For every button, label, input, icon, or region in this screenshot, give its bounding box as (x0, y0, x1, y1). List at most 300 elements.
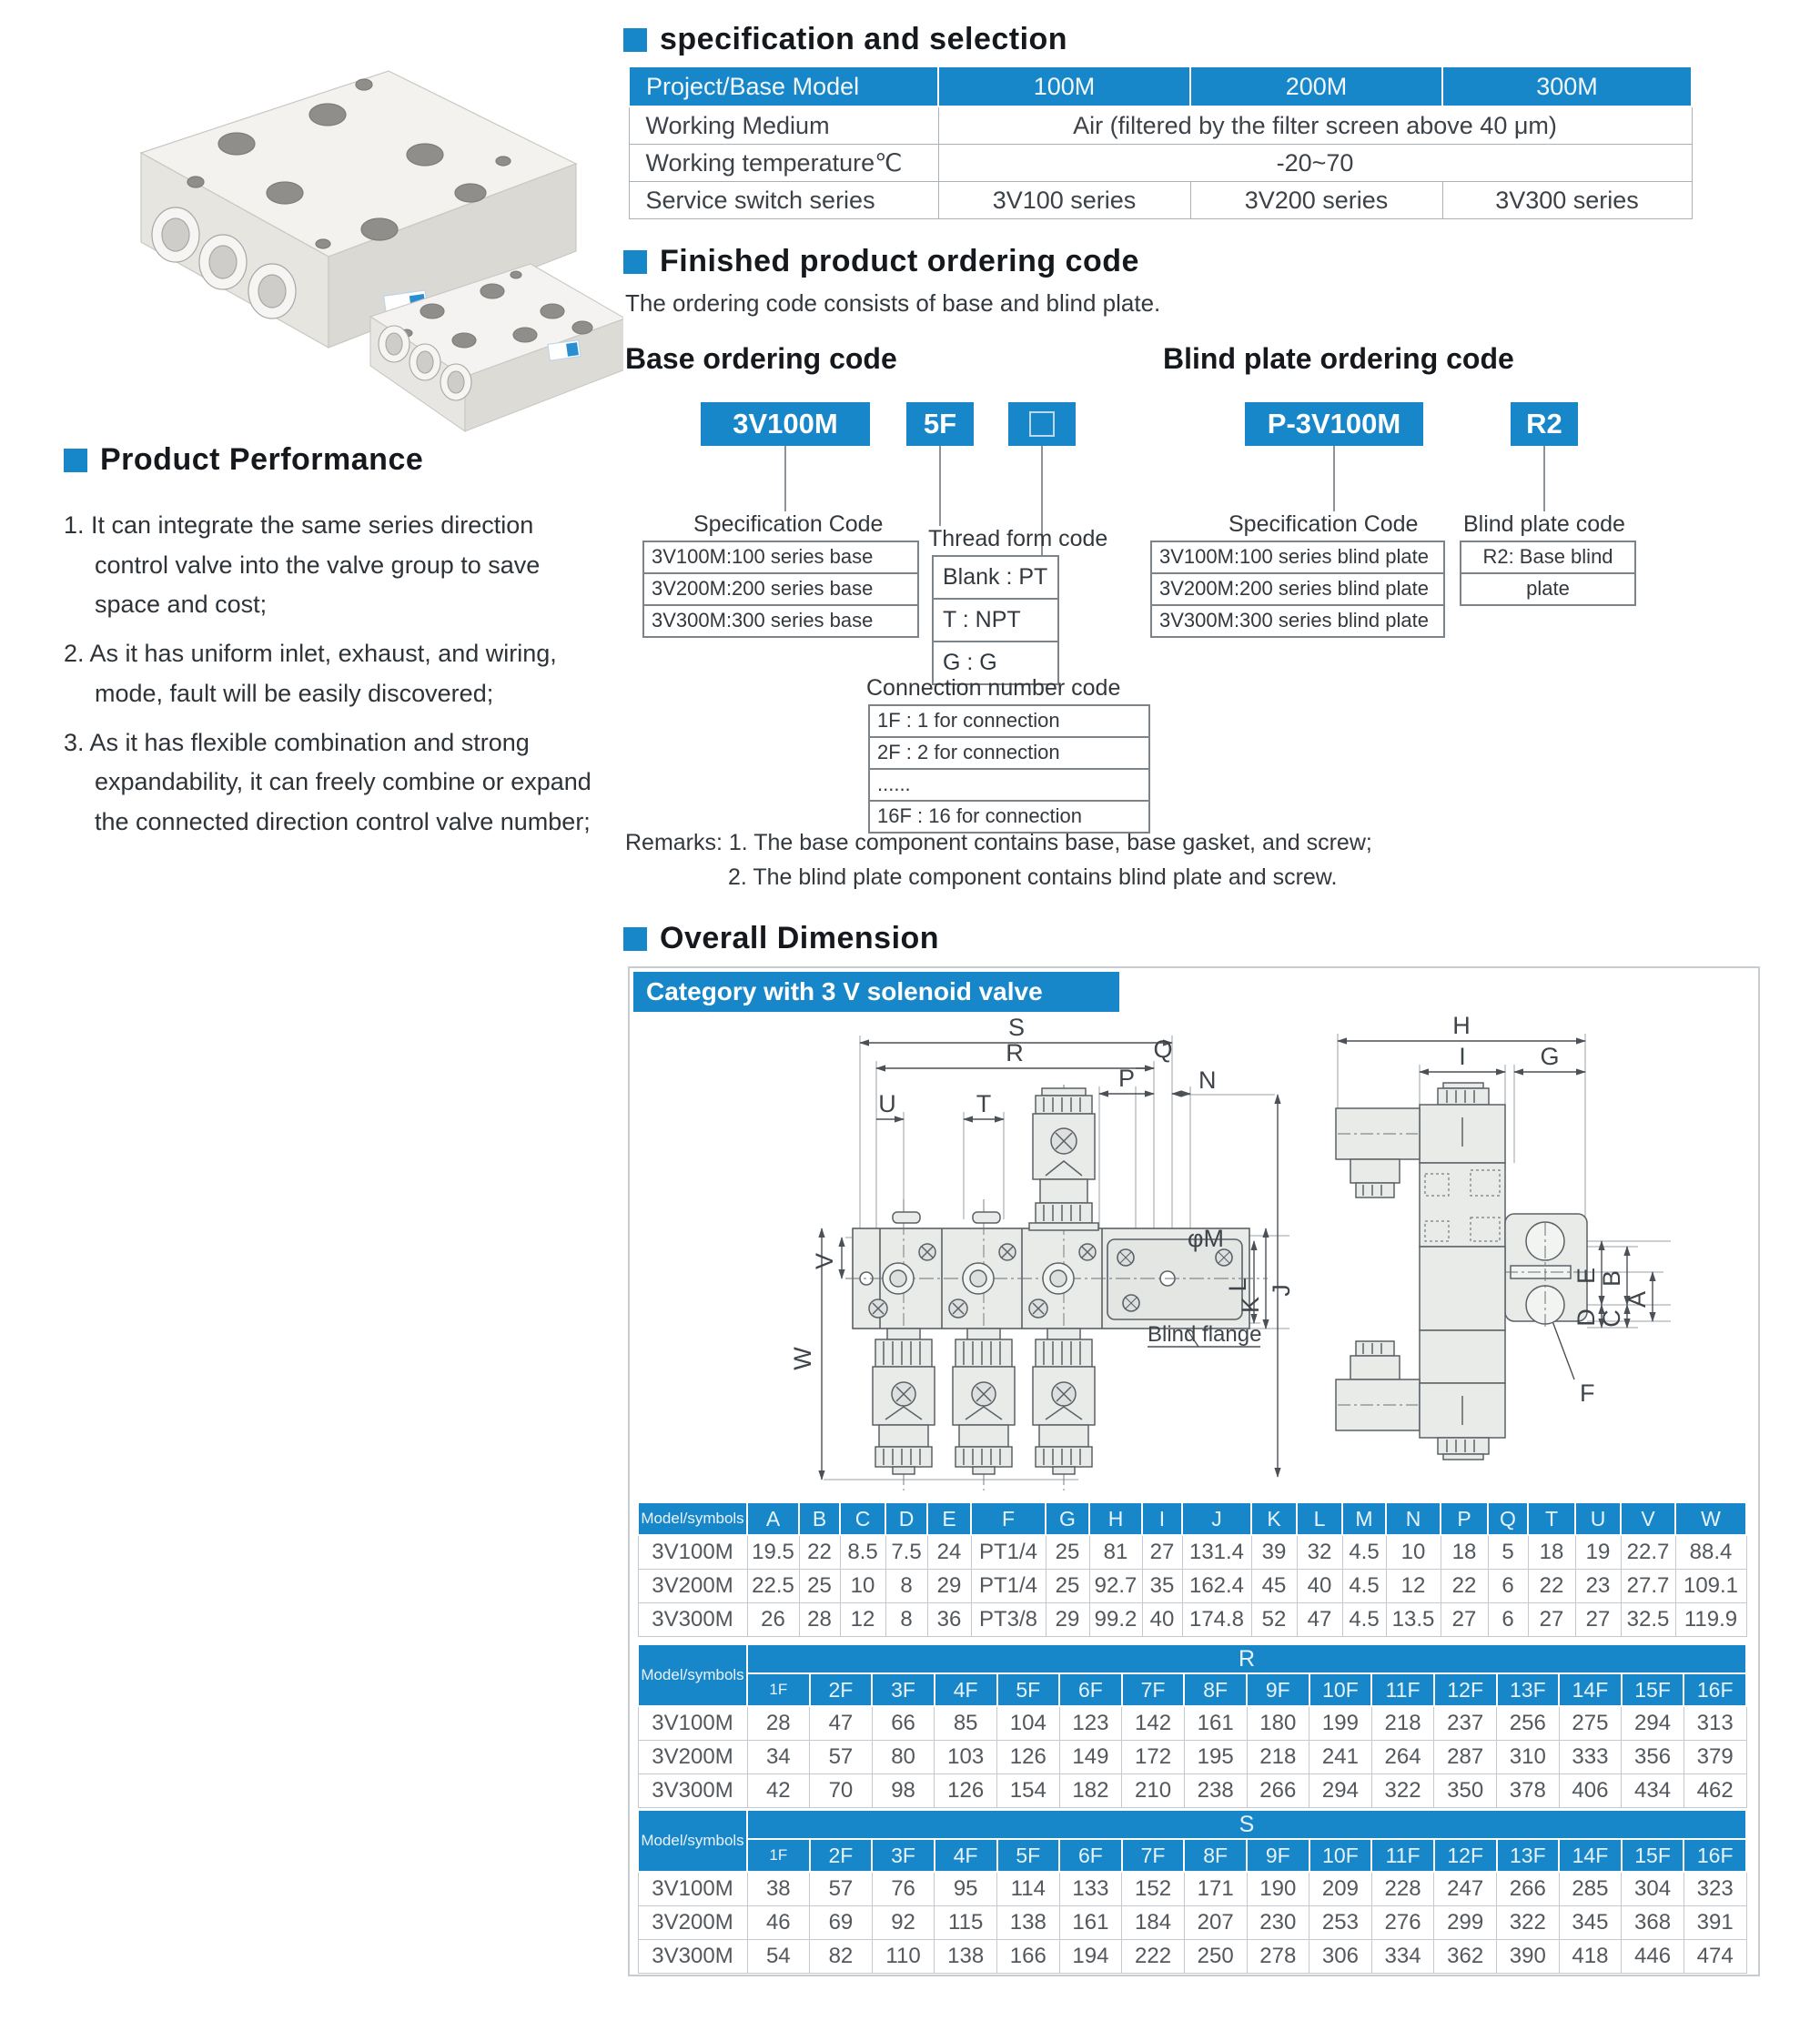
header-row (638, 1644, 1746, 1673)
table-cell: 171 (1184, 1872, 1247, 1906)
table-cell: 27.7 (1621, 1570, 1675, 1603)
table-cell: 22 (799, 1535, 840, 1570)
table-cell: 133 (1059, 1872, 1122, 1906)
r-dimension-table (637, 1643, 1747, 1808)
table-cell: 161 (1184, 1706, 1247, 1741)
table-row (638, 1535, 1746, 1570)
performance-item: 1. It can integrate the same series direction control valve into the valve group to save space and cost; (64, 511, 541, 619)
column-header: 5F (997, 1673, 1060, 1706)
table-cell: 241 (1309, 1741, 1372, 1774)
column-header: 1F (747, 1673, 810, 1706)
connection-code-box: 5F (906, 402, 974, 446)
table-cell: 209 (1309, 1872, 1372, 1906)
table-cell: 350 (1434, 1774, 1497, 1808)
table-cell: 154 (997, 1774, 1060, 1808)
blind-code-table (1460, 541, 1636, 606)
dim-label-t: T (976, 1090, 992, 1117)
table-row (638, 1774, 1746, 1808)
column-header: 4F (935, 1673, 997, 1706)
table-cell: 104 (997, 1706, 1060, 1741)
table-cell: 40 (1142, 1603, 1182, 1637)
table-cell: 22.7 (1621, 1535, 1675, 1570)
table-cell: 70 (810, 1774, 873, 1808)
r-table-wrap (637, 1643, 1747, 1808)
table-cell: 98 (872, 1774, 935, 1808)
dim-label-g: G (1540, 1043, 1560, 1070)
table-cell: 362 (1434, 1940, 1497, 1974)
table-cell: 299 (1434, 1906, 1497, 1940)
table-cell: 294 (1309, 1774, 1372, 1808)
column-header: 5F (997, 1839, 1060, 1872)
column-header: J (1182, 1502, 1251, 1535)
ordering-subtitle: The ordering code consists of base and blind plate. (625, 289, 1161, 317)
table-cell: 123 (1059, 1706, 1122, 1741)
table-cell: 126 (997, 1741, 1060, 1774)
table-cell: 275 (1559, 1706, 1622, 1741)
table-cell: 250 (1184, 1940, 1247, 1974)
placeholder-square (1029, 411, 1055, 437)
table-cell: 10 (840, 1570, 885, 1603)
table-cell: 7.5 (885, 1535, 927, 1570)
base-ordering-heading: Base ordering code (625, 342, 897, 375)
table-cell: 313 (1684, 1706, 1746, 1741)
table-cell: 264 (1371, 1741, 1434, 1774)
column-header: 7F (1122, 1839, 1185, 1872)
table-row (629, 66, 1692, 106)
column-header: 100M (938, 66, 1190, 106)
corner-header: Model/symbols (638, 1810, 747, 1872)
table-cell: 25 (799, 1570, 840, 1603)
table-cell: 42 (747, 1774, 810, 1808)
dim-label-r: R (1006, 1039, 1024, 1066)
base-spec-row: 3V100M:100 series base (644, 542, 917, 574)
connection-number-row: 16F : 16 for connection (877, 804, 1083, 827)
table-cell: 287 (1434, 1741, 1497, 1774)
table-cell: 149 (1059, 1741, 1122, 1774)
table-cell: 22 (1441, 1570, 1488, 1603)
table-cell: 28 (799, 1603, 840, 1637)
spec-section-header (623, 22, 1067, 57)
table-cell: 184 (1122, 1906, 1185, 1940)
dim-label-k: K (1237, 1296, 1264, 1314)
table-cell: Air (filtered by the filter screen above 40 μm) (938, 106, 1692, 145)
blind-spec-row: 3V200M:200 series blind plate (1152, 574, 1443, 606)
table-cell: 334 (1371, 1940, 1434, 1974)
column-header: K (1251, 1502, 1297, 1535)
table-cell: 247 (1434, 1872, 1497, 1906)
table-cell: 180 (1247, 1706, 1309, 1741)
dim-label-n: N (1198, 1066, 1217, 1094)
table-cell: 172 (1122, 1741, 1185, 1774)
dim-label-v: V (811, 1252, 838, 1270)
dim-label-w: W (789, 1347, 816, 1370)
column-header: N (1386, 1502, 1441, 1535)
base-spec-title: Specification Code (693, 511, 884, 537)
dimension-table (637, 1501, 1747, 1637)
table-cell: 27 (1142, 1535, 1182, 1570)
blind-plate-code-box: R2 (1511, 402, 1578, 446)
section-bullet-icon (623, 28, 647, 52)
table-cell: 8 (885, 1603, 927, 1637)
table-cell: 182 (1059, 1774, 1122, 1808)
table-cell: 81 (1089, 1535, 1142, 1570)
table-cell: 3V300 series (1442, 182, 1692, 219)
table-cell: 29 (927, 1570, 971, 1603)
table-cell: 45 (1251, 1570, 1297, 1603)
table-cell: 23 (1575, 1570, 1621, 1603)
thread-code-box (1008, 402, 1076, 446)
connector-line (1333, 446, 1335, 511)
dim-label-u: U (878, 1090, 896, 1117)
table-cell: 76 (872, 1872, 935, 1906)
ordering-section-header (623, 244, 1139, 279)
corner-header: Model/symbols (638, 1644, 747, 1706)
base-spec-row: 3V300M:300 series base (652, 609, 874, 632)
dim-label-s: S (1007, 1014, 1026, 1041)
table-cell: 66 (872, 1706, 935, 1741)
row-label: Service switch series (629, 182, 938, 219)
table-row (629, 106, 1692, 145)
table-cell: 138 (997, 1906, 1060, 1940)
column-header: 9F (1247, 1839, 1309, 1872)
thread-form-row: Blank : PT (934, 557, 1057, 600)
table-cell: 25 (1046, 1570, 1089, 1603)
table-cell: 161 (1059, 1906, 1122, 1940)
side-view-drawing (1281, 1008, 1718, 1500)
table-row (638, 1940, 1746, 1974)
table-cell: 82 (810, 1940, 873, 1974)
dim-label-d: D (1572, 1309, 1600, 1327)
table-cell: 32.5 (1621, 1603, 1675, 1637)
section-bullet-icon (623, 250, 647, 274)
dimension-table-wrap (637, 1501, 1747, 1637)
column-header: B (799, 1502, 840, 1535)
performance-list (64, 506, 597, 852)
section-bullet-icon (64, 449, 87, 472)
thread-form-row: T : NPT (934, 600, 1057, 642)
column-header: 15F (1622, 1673, 1684, 1706)
table-cell: 391 (1684, 1906, 1746, 1940)
table-row (638, 1906, 1746, 1940)
table-cell: 57 (810, 1741, 873, 1774)
table-cell: 378 (1497, 1774, 1560, 1808)
column-header: 13F (1497, 1673, 1560, 1706)
table-cell: -20~70 (938, 145, 1692, 182)
column-header: 14F (1559, 1673, 1622, 1706)
blind-spec-row: 3V300M:300 series blind plate (1159, 609, 1429, 632)
table-row (638, 1741, 1746, 1774)
table-cell: 27 (1441, 1603, 1488, 1637)
row-model: 3V100M (638, 1706, 747, 1741)
table-cell: 142 (1122, 1706, 1185, 1741)
thread-form-table (932, 555, 1059, 685)
column-header: 12F (1434, 1673, 1497, 1706)
table-cell: 27 (1575, 1603, 1621, 1637)
blind-flange-label: Blind flange (1148, 1322, 1262, 1347)
column-header: Model/symbols (638, 1502, 747, 1535)
table-cell: 276 (1371, 1906, 1434, 1940)
table-cell: 237 (1434, 1706, 1497, 1741)
column-header: 9F (1247, 1673, 1309, 1706)
row-model: 3V200M (638, 1906, 747, 1940)
spec-selection-table (628, 66, 1693, 219)
table-cell: 69 (810, 1906, 873, 1940)
performance-item: 2. As it has uniform inlet, exhaust, and wiring, mode, fault will be easily discovered; (64, 640, 557, 707)
header-row (638, 1839, 1746, 1872)
table-cell: 28 (747, 1706, 810, 1741)
table-cell: 39 (1251, 1535, 1297, 1570)
table-cell: 218 (1371, 1706, 1434, 1741)
table-cell: 266 (1497, 1872, 1560, 1906)
column-header: 13F (1497, 1839, 1560, 1872)
table-cell: 29 (1046, 1603, 1089, 1637)
table-row (638, 1706, 1746, 1741)
table-cell: 110 (872, 1940, 935, 1974)
connection-number-table (868, 704, 1150, 834)
column-header: 11F (1371, 1673, 1434, 1706)
column-header: 7F (1122, 1673, 1185, 1706)
column-header: V (1621, 1502, 1675, 1535)
column-header: 14F (1559, 1839, 1622, 1872)
s-table-wrap (637, 1809, 1747, 1974)
performance-section-header (64, 442, 423, 478)
table-cell: 12 (1386, 1570, 1441, 1603)
table-cell: 138 (935, 1940, 997, 1974)
table-cell: 218 (1247, 1741, 1309, 1774)
table-cell: 95 (935, 1872, 997, 1906)
table-cell: 22 (1528, 1570, 1575, 1603)
connection-number-row: 1F : 1 for connection (870, 706, 1148, 738)
blind-ordering-heading: Blind plate ordering code (1163, 342, 1514, 375)
table-cell: 194 (1059, 1940, 1122, 1974)
table-cell: 27 (1528, 1603, 1575, 1637)
group-header: R (747, 1644, 1746, 1673)
table-cell: 131.4 (1182, 1535, 1251, 1570)
table-cell: 174.8 (1182, 1603, 1251, 1637)
table-cell: 368 (1622, 1906, 1684, 1940)
column-header: W (1675, 1502, 1746, 1535)
row-model: 3V100M (638, 1872, 747, 1906)
table-cell: 114 (997, 1872, 1060, 1906)
table-row (638, 1603, 1746, 1637)
table-cell: 6 (1488, 1603, 1528, 1637)
dim-label-a: A (1623, 1290, 1651, 1309)
remarks-line1: Remarks: 1. The base component contains base, base gasket, and screw; (625, 830, 1372, 855)
blind-spec-row: 3V100M:100 series blind plate (1152, 542, 1443, 574)
table-cell: 24 (927, 1535, 971, 1570)
table-cell: 119.9 (1675, 1603, 1746, 1637)
table-cell: PT3/8 (971, 1603, 1046, 1637)
table-cell: 18 (1528, 1535, 1575, 1570)
table-cell: 333 (1559, 1741, 1622, 1774)
table-cell: 345 (1559, 1906, 1622, 1940)
table-cell: 434 (1622, 1774, 1684, 1808)
column-header: 8F (1184, 1673, 1247, 1706)
table-cell: 85 (935, 1706, 997, 1741)
table-cell: 5 (1488, 1535, 1528, 1570)
table-cell: 25 (1046, 1535, 1089, 1570)
table-cell: PT1/4 (971, 1535, 1046, 1570)
table-cell: 88.4 (1675, 1535, 1746, 1570)
connector-line (939, 446, 941, 526)
row-model: 3V300M (638, 1603, 747, 1637)
column-header: 10F (1309, 1839, 1372, 1872)
table-cell: 3V100 series (938, 182, 1190, 219)
dim-label-j: J (1268, 1284, 1295, 1297)
column-header: Q (1488, 1502, 1528, 1535)
table-cell: 310 (1497, 1741, 1560, 1774)
column-header: D (885, 1502, 927, 1535)
table-cell: 278 (1247, 1940, 1309, 1974)
blind-spec-title: Specification Code (1228, 511, 1419, 537)
column-header: 16F (1684, 1839, 1746, 1872)
table-cell: 266 (1247, 1774, 1309, 1808)
top-valve (1029, 1085, 1098, 1230)
table-cell: 199 (1309, 1706, 1372, 1741)
blind-code-title: Blind plate code (1463, 511, 1625, 537)
column-header: A (747, 1502, 799, 1535)
category-banner: Category with 3 V solenoid valve (633, 972, 1119, 1012)
section-title-text: specification and selection (660, 22, 1068, 56)
thread-form-title: Thread form code (928, 526, 1108, 551)
table-cell: PT1/4 (971, 1570, 1046, 1603)
table-cell: 99.2 (1089, 1603, 1142, 1637)
column-header: L (1297, 1502, 1342, 1535)
table-cell: 253 (1309, 1906, 1372, 1940)
table-row (629, 145, 1692, 182)
table-cell: 109.1 (1675, 1570, 1746, 1603)
table-cell: 40 (1297, 1570, 1342, 1603)
header-row (638, 1502, 1746, 1535)
table-cell: 8 (885, 1570, 927, 1603)
table-row (629, 182, 1692, 219)
table-cell: 230 (1247, 1906, 1309, 1940)
table-cell: 92.7 (1089, 1570, 1142, 1603)
table-cell: 103 (935, 1741, 997, 1774)
table-cell: 34 (747, 1741, 810, 1774)
row-label: Working Medium (629, 106, 938, 145)
dim-label-h: H (1452, 1012, 1471, 1039)
column-header: 8F (1184, 1839, 1247, 1872)
table-cell: 54 (747, 1940, 810, 1974)
column-header: 3F (872, 1673, 935, 1706)
dimension-section-header (623, 921, 939, 956)
column-header: T (1528, 1502, 1575, 1535)
column-header: 4F (935, 1839, 997, 1872)
base-spec-row: 3V200M:200 series base (644, 574, 917, 606)
table-cell: 13.5 (1386, 1603, 1441, 1637)
table-row (638, 1872, 1746, 1906)
table-cell: 12 (840, 1603, 885, 1637)
valve-side-body (1336, 1083, 1587, 1460)
table-cell: 47 (810, 1706, 873, 1741)
base-spec-table (642, 541, 919, 638)
table-cell: 92 (872, 1906, 935, 1940)
table-cell: 4.5 (1342, 1535, 1386, 1570)
table-cell: 52 (1251, 1603, 1297, 1637)
column-header: H (1089, 1502, 1142, 1535)
table-cell: 228 (1371, 1872, 1434, 1906)
table-row (638, 1570, 1746, 1603)
dim-label-e: E (1572, 1267, 1600, 1285)
table-cell: 379 (1684, 1741, 1746, 1774)
table-cell: 474 (1684, 1940, 1746, 1974)
column-header: 1F (747, 1839, 810, 1872)
table-cell: 22.5 (747, 1570, 799, 1603)
column-header: 15F (1622, 1839, 1684, 1872)
table-cell: 190 (1247, 1872, 1309, 1906)
table-cell: 418 (1559, 1940, 1622, 1974)
column-header: 2F (810, 1673, 873, 1706)
column-header: F (971, 1502, 1046, 1535)
row-label: Working temperature℃ (629, 145, 938, 182)
table-cell: 4.5 (1342, 1570, 1386, 1603)
table-cell: 46 (747, 1906, 810, 1940)
table-cell: 35 (1142, 1570, 1182, 1603)
dim-label-phim: φM (1188, 1225, 1224, 1252)
table-cell: 3V200 series (1190, 182, 1442, 219)
connection-number-title: Connection number code (866, 675, 1121, 701)
front-view-drawing (769, 1008, 1297, 1500)
table-cell: 38 (747, 1872, 810, 1906)
table-cell: 210 (1122, 1774, 1185, 1808)
section-bullet-icon (623, 927, 647, 951)
table-cell: 207 (1184, 1906, 1247, 1940)
table-cell: 8.5 (840, 1535, 885, 1570)
column-header: 10F (1309, 1673, 1372, 1706)
table-cell: 26 (747, 1603, 799, 1637)
column-header: 11F (1371, 1839, 1434, 1872)
table-cell: 18 (1441, 1535, 1488, 1570)
table-cell: 166 (997, 1940, 1060, 1974)
table-cell: 446 (1622, 1940, 1684, 1974)
table-cell: 195 (1184, 1741, 1247, 1774)
column-header: U (1575, 1502, 1621, 1535)
section-title-text: Finished product ordering code (660, 244, 1139, 278)
table-cell: 4.5 (1342, 1603, 1386, 1637)
row-model: 3V100M (638, 1535, 747, 1570)
product-photos (50, 27, 623, 437)
section-title-text: Product Performance (100, 442, 424, 477)
dim-label-i: I (1459, 1043, 1466, 1070)
table-cell: 6 (1488, 1570, 1528, 1603)
table-cell: 10 (1386, 1535, 1441, 1570)
table-cell: 406 (1559, 1774, 1622, 1808)
blind-code-row: plate (1526, 577, 1570, 600)
table-cell: 462 (1684, 1774, 1746, 1808)
column-header: I (1142, 1502, 1182, 1535)
column-header: E (927, 1502, 971, 1535)
group-header: S (747, 1810, 1746, 1839)
column-header: 300M (1442, 66, 1692, 106)
table-cell: 322 (1371, 1774, 1434, 1808)
section-title-text: Overall Dimension (660, 921, 940, 955)
row-model: 3V300M (638, 1774, 747, 1808)
table-cell: 323 (1684, 1872, 1746, 1906)
table-cell: 47 (1297, 1603, 1342, 1637)
column-header: C (840, 1502, 885, 1535)
column-header: 2F (810, 1839, 873, 1872)
table-cell: 162.4 (1182, 1570, 1251, 1603)
header-row (638, 1810, 1746, 1839)
column-header: 12F (1434, 1839, 1497, 1872)
column-header: P (1441, 1502, 1488, 1535)
table-cell: 306 (1309, 1940, 1372, 1974)
table-cell: 152 (1122, 1872, 1185, 1906)
table-cell: 304 (1622, 1872, 1684, 1906)
s-dimension-table (637, 1809, 1747, 1974)
column-header: 6F (1059, 1839, 1122, 1872)
